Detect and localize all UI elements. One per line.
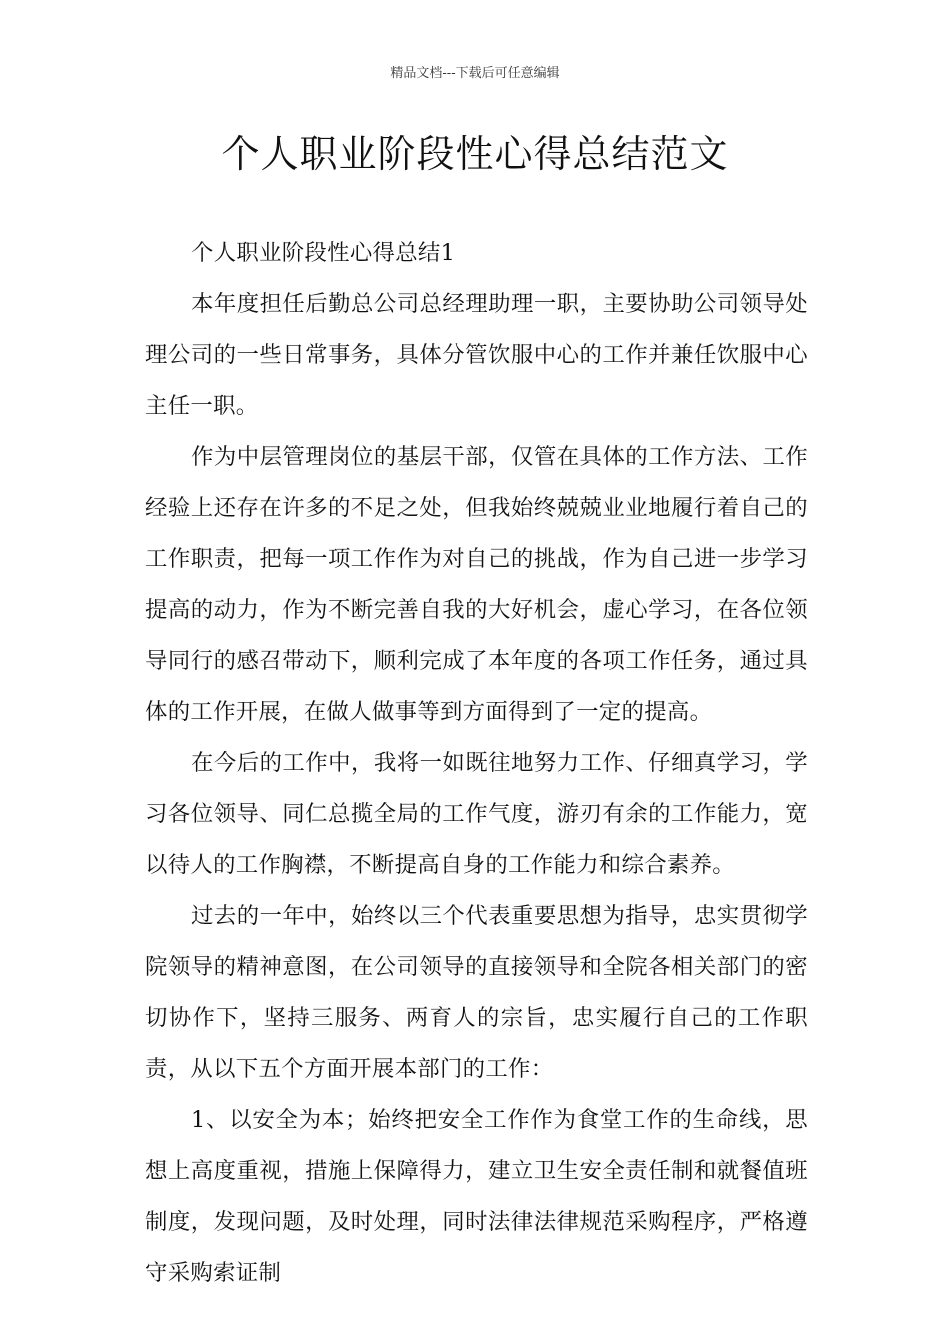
body-paragraph: 本年度担任后勤总公司总经理助理一职，主要协助公司领导处理公司的一些日常事务，具体分管饮服中心的工作并兼任饮服中心主任一职。 [145,291,808,419]
body-paragraph: 1、以安全为本；始终把安全工作作为食堂工作的生命线，思想上高度重视，措施上保障得力，建立卫生安全责任制和就餐值班制度，发现问题，及时处理，同时法律法律规范采购程序，严格遵守采购索证制 [145,1107,808,1286]
section-heading: 个人职业阶段性心得总结1 [191,240,456,266]
body-paragraph: 在今后的工作中，我将一如既往地努力工作、仔细真学习，学习各位领导、同仁总揽全局的工作气度，游刃有余的工作能力，宽以待人的工作胸襟，不断提高自身的工作能力和综合素养。 [145,750,808,878]
body-paragraph: 过去的一年中，始终以三个代表重要思想为指导，忠实贯彻学院领导的精神意图，在公司领导的直接领导和全院各相关部门的密切协作下，坚持三服务、两育人的宗旨，忠实履行自己的工作职责，从以下五个方面开展本部门的工作： [145,903,808,1082]
body-paragraph: 作为中层管理岗位的基层干部，仅管在具体的工作方法、工作经验上还存在许多的不足之处，但我始终兢兢业业地履行着自己的工作职责，把每一项工作作为对自己的挑战，作为自己进一步学习提高的动力，作为不断完善自我的大好机会，虚心学习，在各位领导同行的感召带动下，顺利完成了本年度的各项工作任务，通过具体的工作开展，在做人做事等到方面得到了一定的提高。 [145,444,808,725]
document-title: 个人职业阶段性心得总结范文 [221,132,729,176]
header-note: 精品文档---下载后可任意编辑 [390,66,560,81]
document-body [145,228,808,1299]
